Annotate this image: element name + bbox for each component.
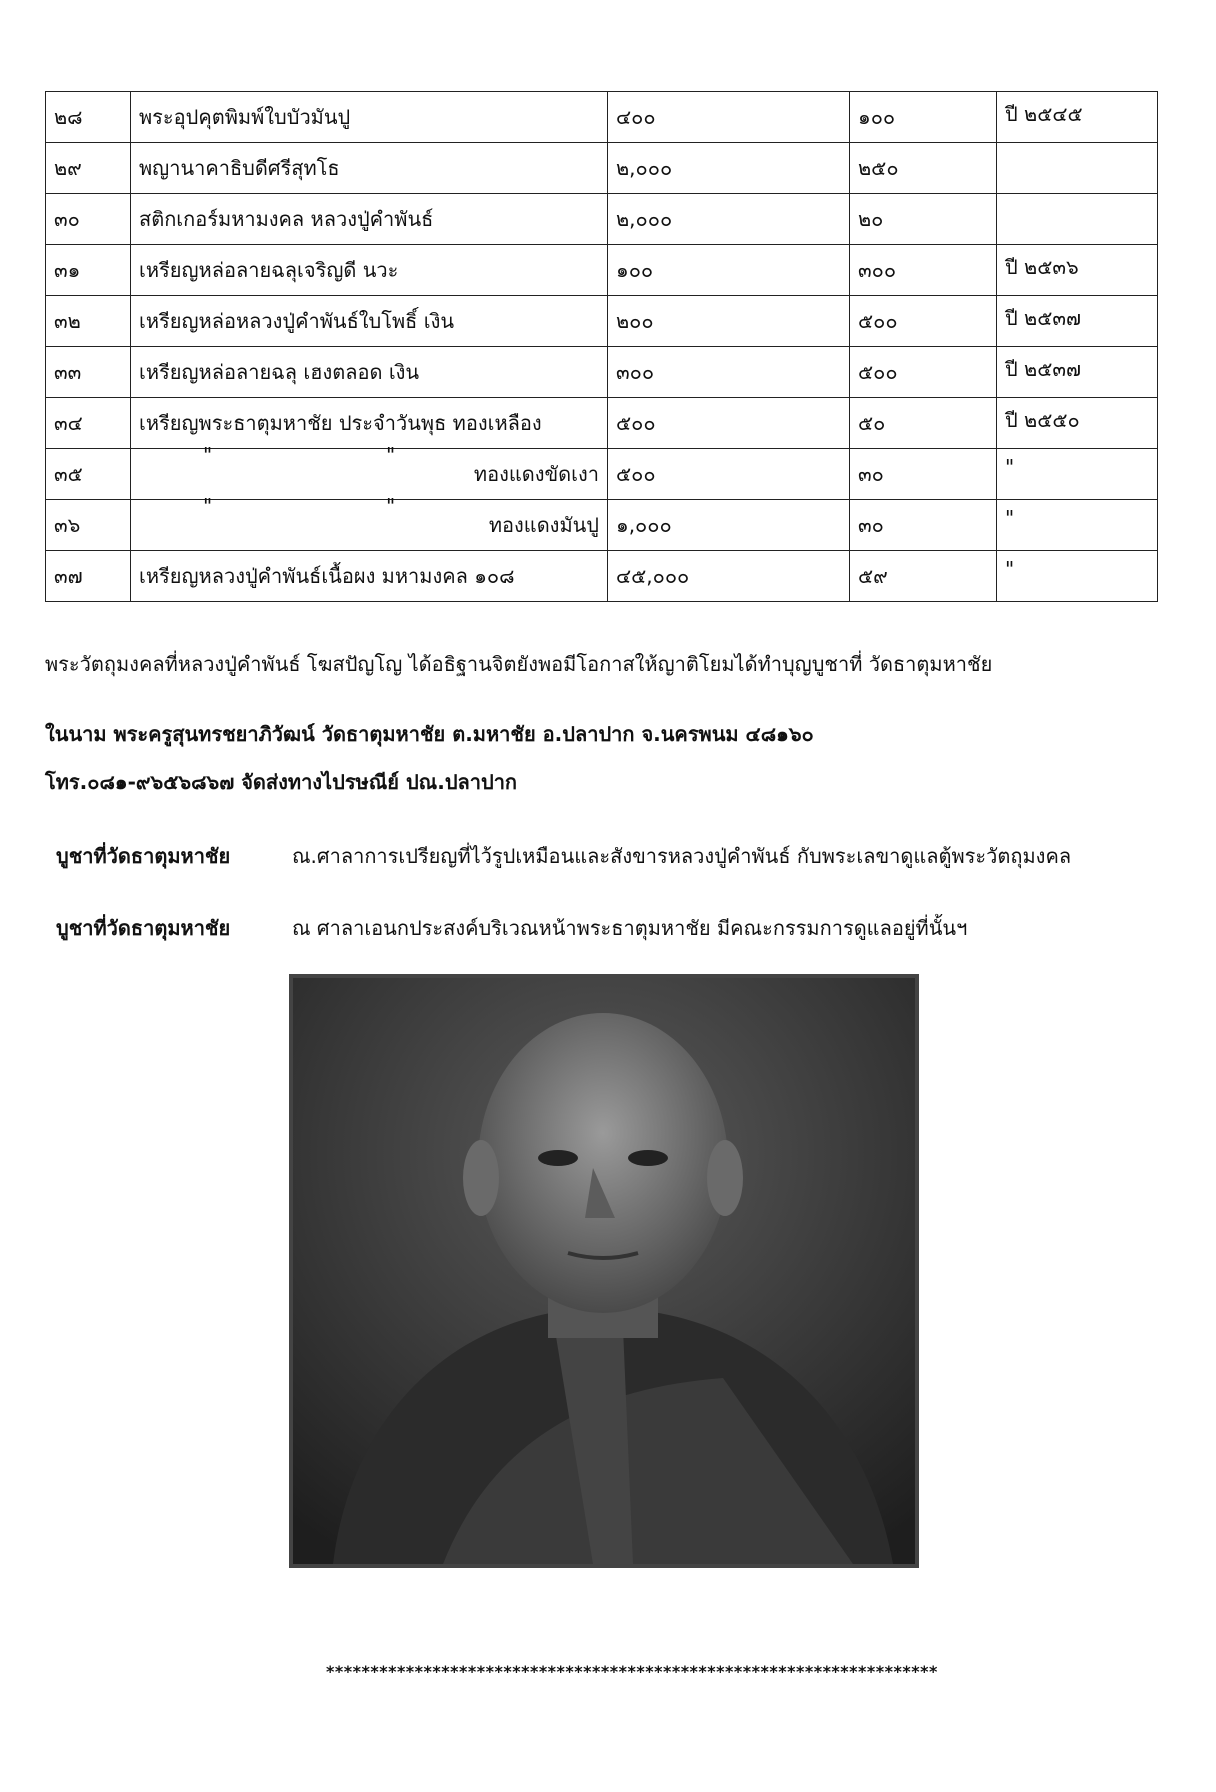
row-number: ๓๒ bbox=[46, 296, 131, 347]
item-price: ๕๐๐ bbox=[608, 398, 850, 449]
item-year bbox=[997, 194, 1158, 245]
item-price: ๑,๐๐๐ bbox=[608, 500, 850, 551]
ditto-mark: " bbox=[386, 494, 396, 518]
table-row bbox=[46, 449, 1158, 500]
table-row bbox=[46, 143, 1158, 194]
item-name: เหรียญหลวงปู่คำพันธ์เนื้อผง มหามงคล ๑๐๘ bbox=[131, 551, 608, 602]
table-row bbox=[46, 398, 1158, 449]
item-name: เหรียญหล่อหลวงปู่คำพันธ์ใบโพธิ์ เงิน bbox=[131, 296, 608, 347]
table-row bbox=[46, 194, 1158, 245]
row-number: ๓๖ bbox=[46, 500, 131, 551]
table-row bbox=[46, 347, 1158, 398]
item-quantity: ๓๐ bbox=[850, 449, 997, 500]
item-price: ๔๐๐ bbox=[608, 92, 850, 143]
item-year: " bbox=[997, 500, 1158, 551]
item-price: ๓๐๐ bbox=[608, 347, 850, 398]
row-number: ๓๓ bbox=[46, 347, 131, 398]
phone-line: โทร.๐๘๑-๙๖๕๖๘๖๗ จัดส่งทางไปรษณีย์ ปณ.ปลาปาก bbox=[45, 770, 518, 794]
item-price: ๒,๐๐๐ bbox=[608, 194, 850, 245]
table-row bbox=[46, 296, 1158, 347]
intro-text: พระวัตถุมงคลที่หลวงปู่คำพันธ์ โฆสปัญโญ ได้อธิฐานจิตยังพอมีโอกาสให้ญาติโยมได้ทำบุญบูชาที่ วัดธาตุมหาชัย bbox=[45, 652, 993, 676]
item-year: ปี ๒๕๓๖ bbox=[997, 245, 1158, 296]
item-name: สติกเกอร์มหามงคล หลวงปู่คำพันธ์ bbox=[131, 194, 608, 245]
row-number: ๓๔ bbox=[46, 398, 131, 449]
item-quantity: ๕๙ bbox=[850, 551, 997, 602]
amulet-table bbox=[45, 91, 1158, 602]
ditto-mark: " bbox=[203, 494, 213, 518]
row-number: ๒๙ bbox=[46, 143, 131, 194]
item-year: " bbox=[997, 449, 1158, 500]
row-number: ๒๘ bbox=[46, 92, 131, 143]
item-quantity: ๕๐ bbox=[850, 398, 997, 449]
item-quantity: ๕๐๐ bbox=[850, 347, 997, 398]
item-quantity: ๕๐๐ bbox=[850, 296, 997, 347]
row-number: ๓๗ bbox=[46, 551, 131, 602]
item-price: ๑๐๐ bbox=[608, 245, 850, 296]
item-name: เหรียญพระธาตุมหาชัย ประจำวันพุธ ทองเหลือง bbox=[131, 398, 608, 449]
monk-portrait-photo bbox=[289, 974, 919, 1568]
row-number: ๓๕ bbox=[46, 449, 131, 500]
table-row bbox=[46, 92, 1158, 143]
item-year: " bbox=[997, 551, 1158, 602]
place-text-2: ณ ศาลาเอนกประสงค์บริเวณหน้าพระธาตุมหาชัย มีคณะกรรมการดูแลอยู่ที่นั้นฯ bbox=[292, 916, 968, 940]
item-name-suffix: ทองแดงมันปู bbox=[488, 513, 599, 537]
item-quantity: ๓๐ bbox=[850, 500, 997, 551]
item-name: เหรียญหล่อลายฉลุเจริญดี นวะ bbox=[131, 245, 608, 296]
item-price: ๒๐๐ bbox=[608, 296, 850, 347]
item-year: ปี ๒๕๓๗ bbox=[997, 347, 1158, 398]
row-number: ๓๑ bbox=[46, 245, 131, 296]
item-price: ๒,๐๐๐ bbox=[608, 143, 850, 194]
item-price: ๕๐๐ bbox=[608, 449, 850, 500]
place-text-1: ณ.ศาลาการเปรียญที่ไว้รูปเหมือนและสังขารหลวงปู่คำพันธ์ กับพระเลขาดูแลตู้พระวัตถุมงคล bbox=[292, 844, 1072, 868]
item-name: เหรียญหล่อลายฉลุ เฮงตลอด เงิน bbox=[131, 347, 608, 398]
item-name-suffix: ทองแดงขัดเงา bbox=[473, 462, 599, 486]
item-quantity: ๒๐ bbox=[850, 194, 997, 245]
ditto-mark: " bbox=[386, 443, 396, 467]
address-line: ในนาม พระครูสุนทรชยาภิวัฒน์ วัดธาตุมหาชัย ต.มหาชัย อ.ปลาปาก จ.นครพนม ๔๘๑๖๐ bbox=[45, 722, 814, 746]
ditto-mark: " bbox=[203, 443, 213, 467]
divider-stars: ********************************************************************* bbox=[326, 1662, 938, 1681]
item-name: พระอุปคุตพิมพ์ใบบัวมันปู bbox=[131, 92, 608, 143]
item-year: ปี ๒๕๕๐ bbox=[997, 398, 1158, 449]
item-quantity: ๓๐๐ bbox=[850, 245, 997, 296]
item-quantity: ๑๐๐ bbox=[850, 92, 997, 143]
item-name bbox=[131, 494, 608, 551]
table-row bbox=[46, 500, 1158, 551]
item-year: ปี ๒๕๔๕ bbox=[997, 92, 1158, 143]
table-row bbox=[46, 551, 1158, 602]
row-number: ๓๐ bbox=[46, 194, 131, 245]
item-price: ๔๕,๐๐๐ bbox=[608, 551, 850, 602]
item-name bbox=[131, 443, 608, 500]
item-year bbox=[997, 143, 1158, 194]
item-quantity: ๒๕๐ bbox=[850, 143, 997, 194]
item-name: พญานาคาธิบดีศรีสุทโธ bbox=[131, 143, 608, 194]
place-label-2: บูชาที่วัดธาตุมหาชัย bbox=[56, 916, 231, 940]
place-label-1: บูชาที่วัดธาตุมหาชัย bbox=[56, 844, 231, 868]
item-year: ปี ๒๕๓๗ bbox=[997, 296, 1158, 347]
table-row bbox=[46, 245, 1158, 296]
